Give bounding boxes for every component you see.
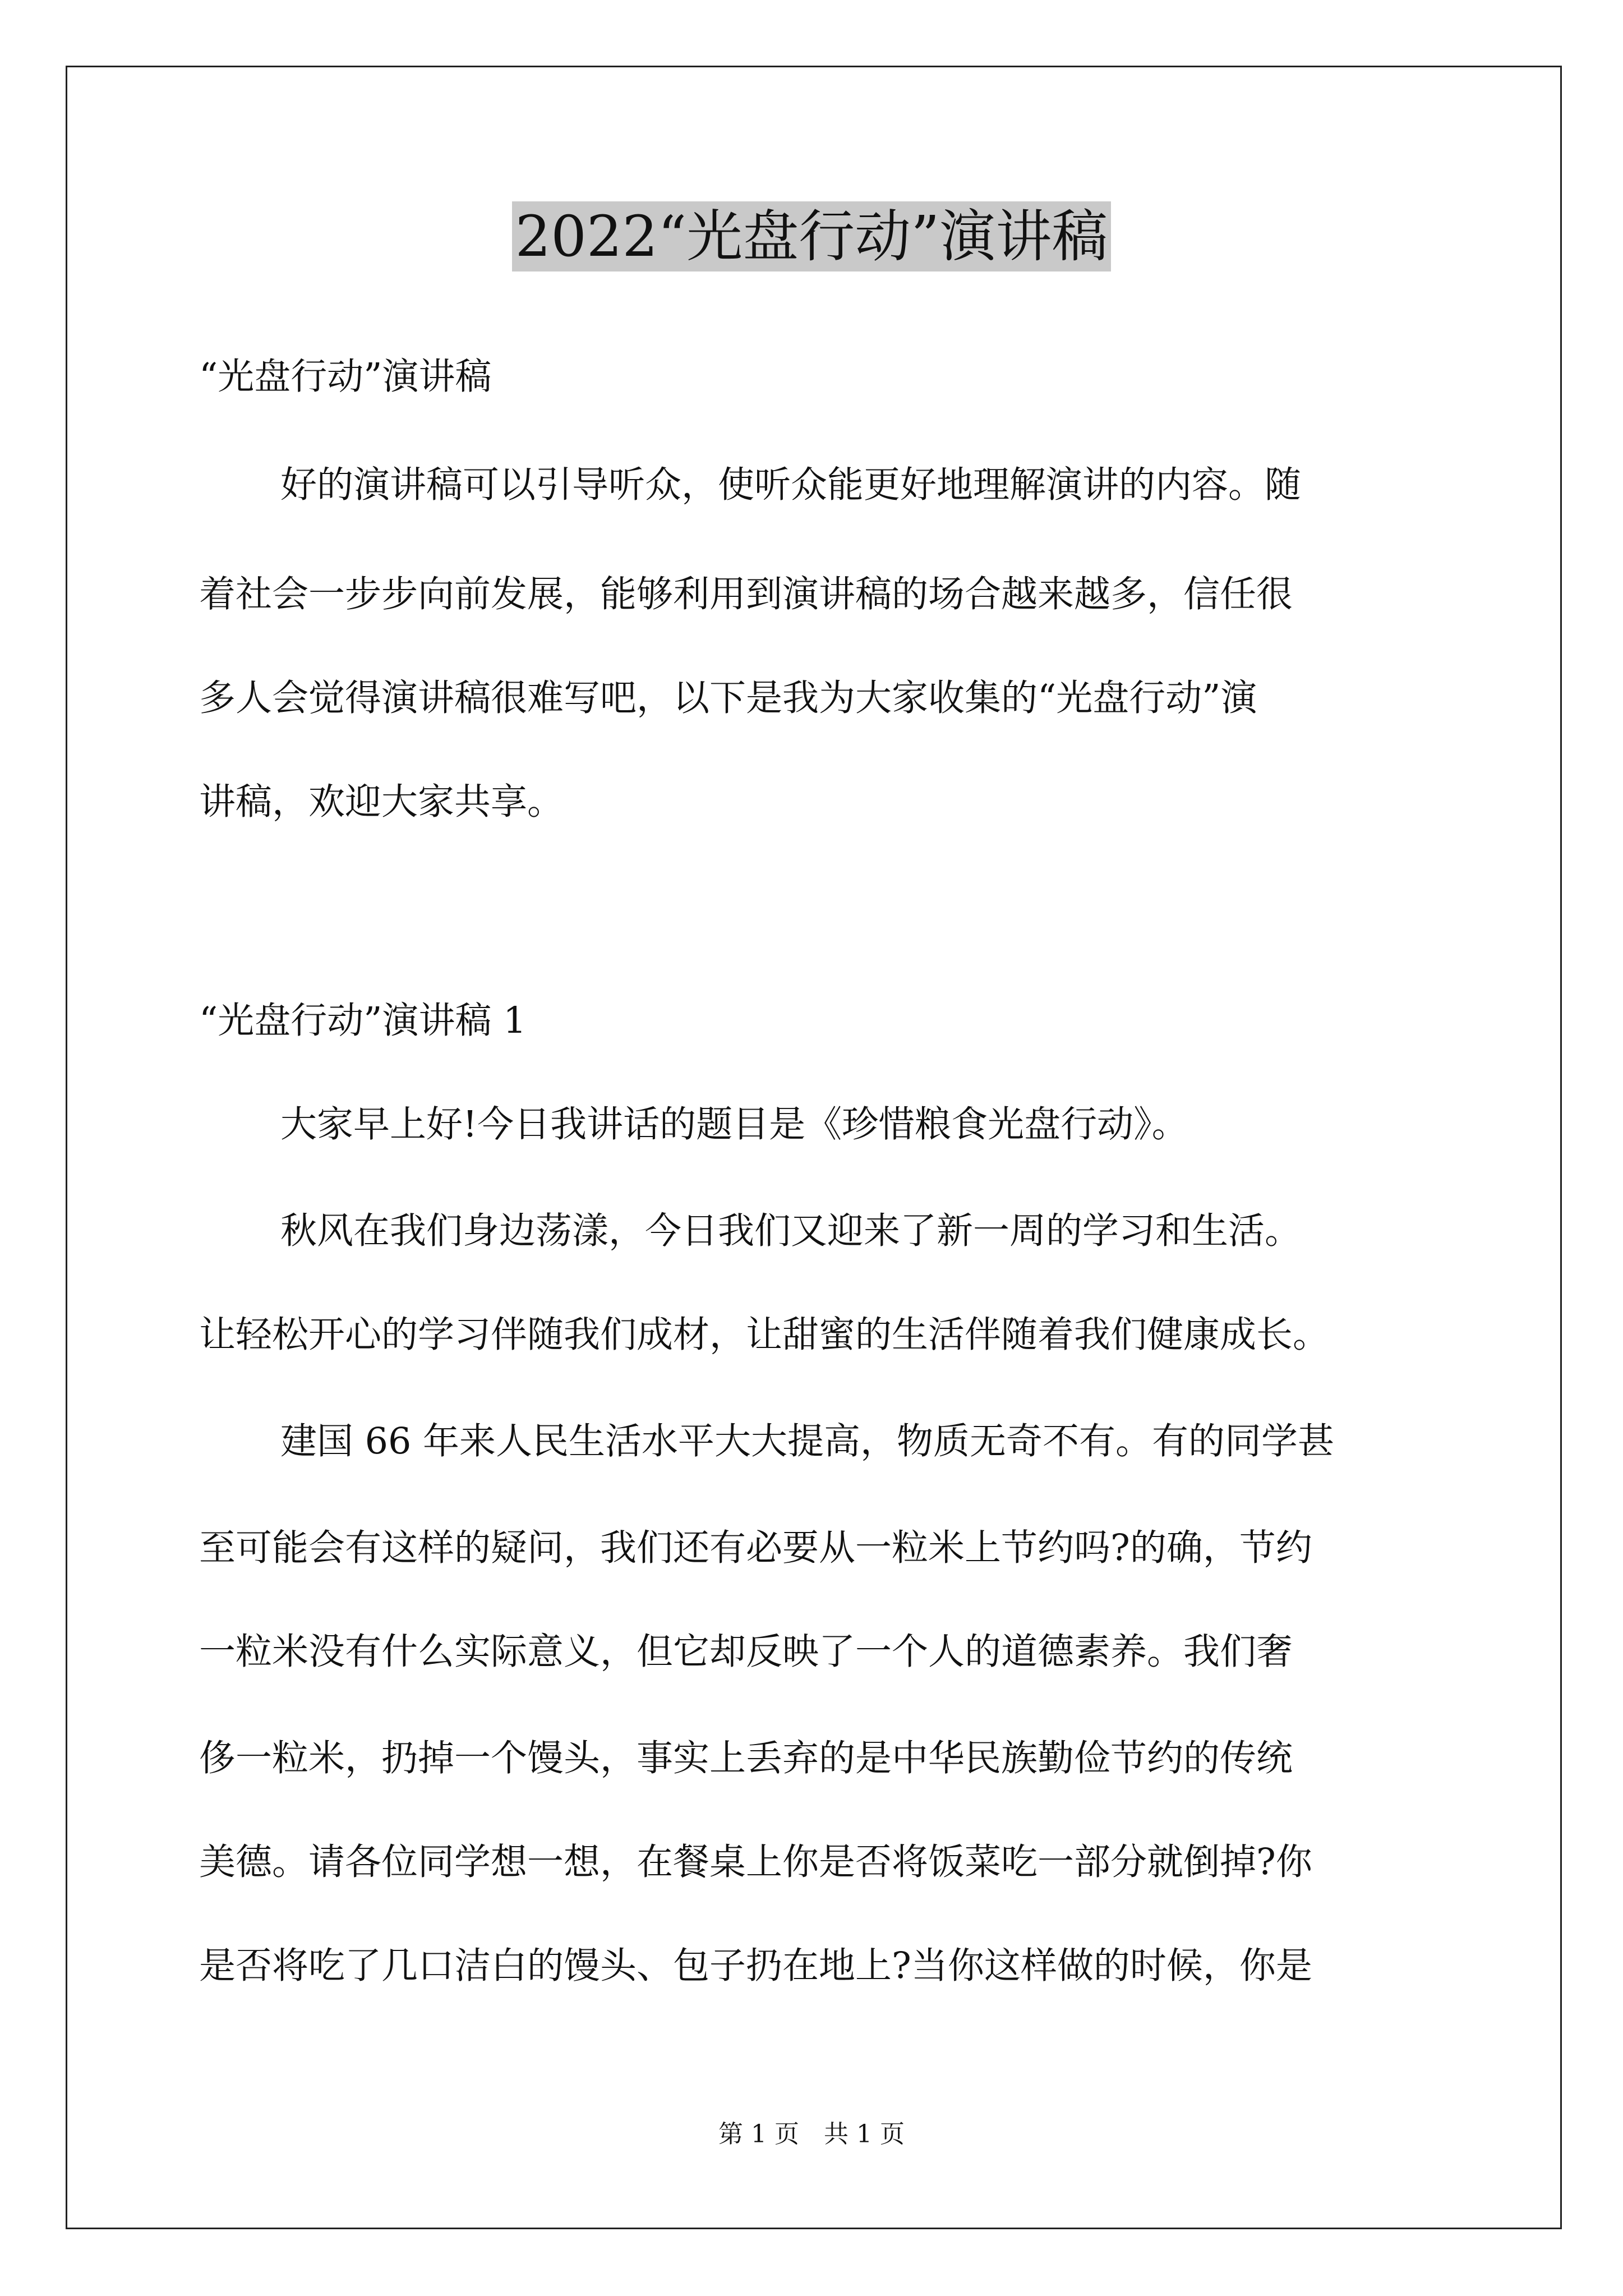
page-footer: 第 1 页 共 1 页 (718, 2120, 905, 2148)
paragraph-line: 美德。请各位同学想一想，在餐桌上你是否将饭菜吃一部分就倒掉?你 (199, 1841, 1312, 1883)
paragraph-line: 秋风在我们身边荡漾，今日我们又迎来了新一周的学习和生活。 (280, 1210, 1302, 1252)
document-title (0, 197, 1623, 276)
paragraph-line: 让轻松开心的学习伴随我们成材，让甜蜜的生活伴随着我们健康成长。 (199, 1314, 1330, 1356)
paragraph-line: 是否将吃了几口洁白的馒头、包子扔在地上?当你这样做的时候，你是 (199, 1945, 1312, 1987)
paragraph-line: 一粒米没有什么实际意义，但它却反映了一个人的道德素养。我们奢 (199, 1631, 1293, 1673)
paragraph-line: 侈一粒米，扔掉一个馒头，事实上丢弃的是中华民族勤俭节约的传统 (199, 1737, 1293, 1779)
paragraph-line: 大家早上好!今日我讲话的题目是《珍惜粮食光盘行动》。 (280, 1103, 1188, 1145)
section-heading: “光盘行动”演讲稿 (199, 356, 492, 398)
paragraph-line: 建国 66 年来人民生活水平大大提高，物质无奇不有。有的同学甚 (280, 1420, 1335, 1462)
paragraph-line: 至可能会有这样的疑问，我们还有必要从一粒米上节约吗?的确，节约 (199, 1527, 1312, 1569)
section-heading: “光盘行动”演讲稿 1 (199, 1000, 527, 1042)
paragraph-line: 着社会一步步向前发展，能够利用到演讲稿的场合越来越多，信任很 (199, 573, 1293, 615)
paragraph-line: 多人会觉得演讲稿很难写吧，以下是我为大家收集的“光盘行动”演 (199, 677, 1257, 719)
paragraph-line: 好的演讲稿可以引导听众，使听众能更好地理解演讲的内容。随 (280, 464, 1302, 506)
title-text: 2022“光盘行动”演讲稿 (512, 201, 1112, 272)
paragraph-line: 讲稿，欢迎大家共享。 (199, 781, 564, 823)
